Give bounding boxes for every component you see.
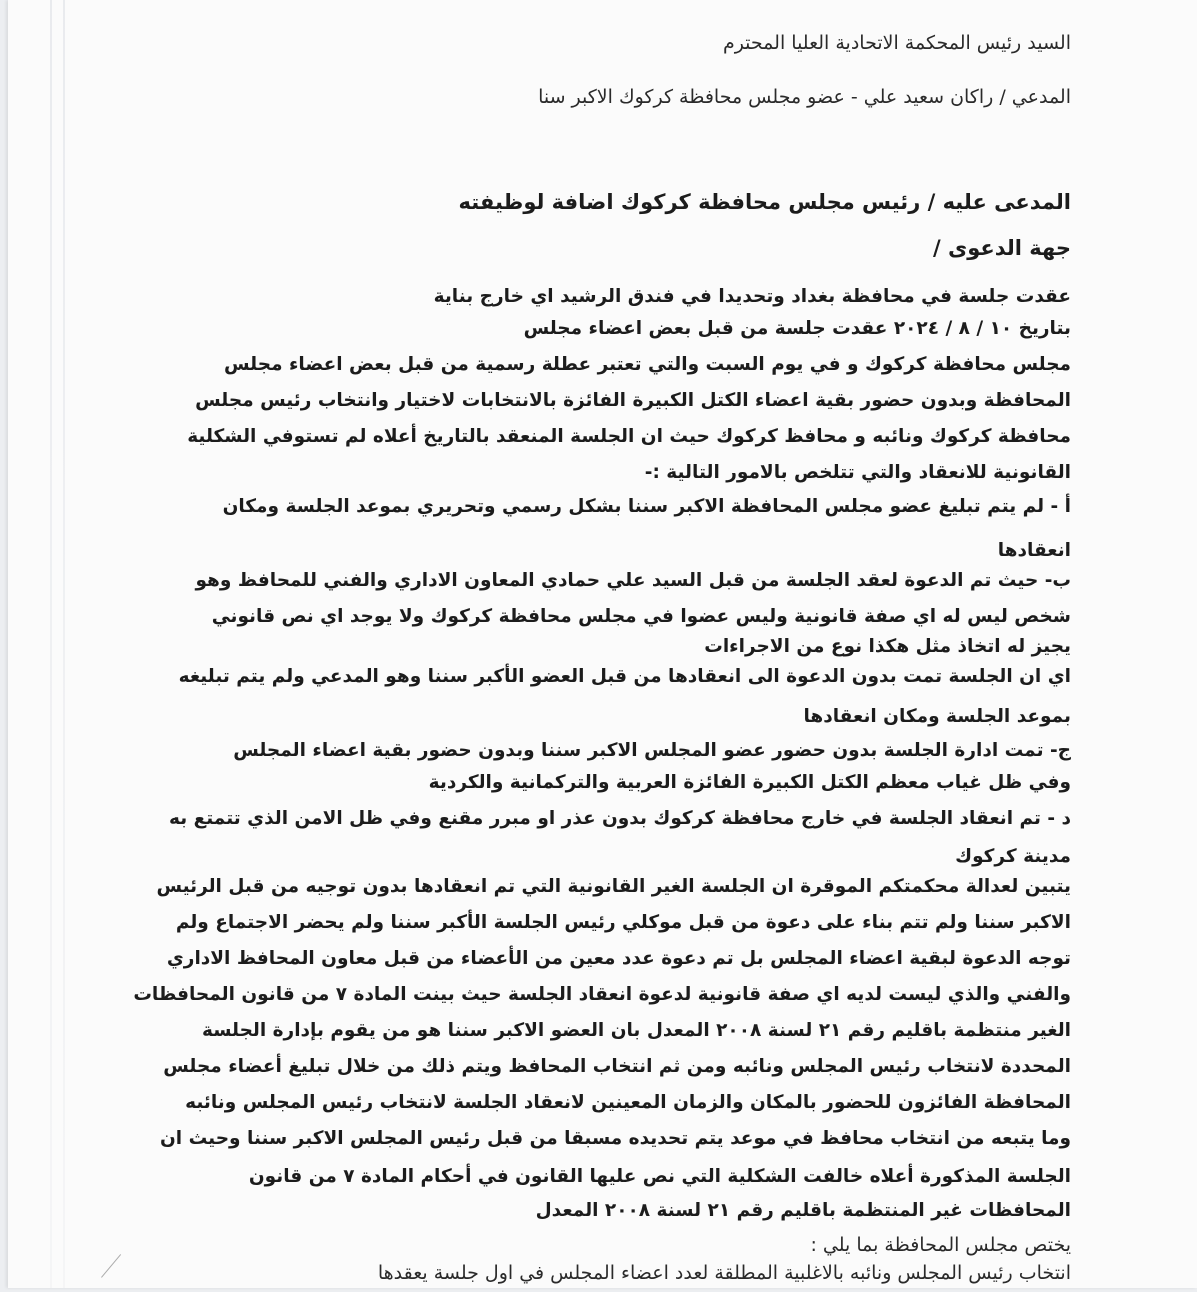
document-page: [8, 0, 1197, 1288]
paper-fold-line: [50, 0, 52, 1288]
body-line: مدينة كركوك: [955, 846, 1071, 867]
list-item-c: ج- تمت ادارة الجلسة بدون حضور عضو المجلس الاكبر سننا وبدون حضور بقية اعضاء المجلس: [233, 740, 1071, 761]
body-line: الجلسة المذكورة أعلاه خالفت الشكلية التي نص عليها القانون في أحكام المادة ٧ من قانون: [248, 1166, 1071, 1187]
body-line: وما يتبعه من انتخاب محافظ في موعد يتم تحديده مسبقا من قبل رئيس المجلس الاكبر سننا وحيث ان: [160, 1128, 1071, 1149]
body-line: المحافظة الفائزون للحضور بالمكان والزمان المعينين لانعقاد الجلسة لانتخاب رئيس المجلس ونائبه: [185, 1092, 1071, 1113]
body-line: مجلس محافظة كركوك و في يوم السبت والتي تعتبر عطلة رسمية من قبل بعض اعضاء مجلس: [224, 354, 1071, 375]
body-line: بموعد الجلسة ومكان انعقادها: [803, 706, 1071, 727]
body-line: عقدت جلسة في محافظة بغداد وتحديدا في فندق الرشيد اي خارج بناية: [433, 286, 1071, 307]
list-item-a: أ - لم يتم تبليغ عضو مجلس المحافظة الاكبر سننا بشكل رسمي وتحريري بموعد الجلسة ومكان: [222, 496, 1071, 517]
body-line: القانونية للانعقاد والتي تتلخص بالامور التالية :-: [644, 462, 1071, 483]
body-line: انتخاب رئيس المجلس ونائبه بالاغلبية المطلقة لعدد اعضاء المجلس في اول جلسة يعقدها: [377, 1262, 1071, 1284]
body-line: الغير منتظمة باقليم رقم ٢١ لسنة ٢٠٠٨ المعدل بان العضو الاكبر سننا هو من يقوم بإدارة الجلسة: [201, 1020, 1071, 1041]
section-heading: يختص مجلس المحافظة بما يلي :: [810, 1234, 1071, 1256]
body-line: توجه الدعوة لبقية اعضاء المجلس بل تم دعوة عدد معين من الأعضاء من قبل معاون المحافظ الاداري: [166, 948, 1071, 969]
body-line: اي ان الجلسة تمت بدون الدعوة الى انعقادها من قبل العضو الأكبر سننا وهو المدعي ولم يتم تبليغه: [178, 666, 1071, 687]
plaintiff-line: المدعي / راكان سعيد علي - عضو مجلس محافظة كركوك الاكبر سنا: [538, 86, 1071, 108]
body-line: وفي ظل غياب معظم الكتل الكبيرة الفائزة العربية والتركمانية والكردية: [428, 772, 1071, 793]
body-line: المحددة لانتخاب رئيس المجلس ونائبه ومن ثم انتخاب المحافظ ويتم ذلك من خلال تبليغ أعضاء مجلس: [163, 1056, 1071, 1077]
defendant-line: المدعى عليه / رئيس مجلس محافظة كركوك اضافة لوظيفته: [458, 190, 1071, 214]
body-line: يتبين لعدالة محكمتكم الموقرة ان الجلسة الغير القانونية التي تم انعقادها بدون توجيه من قبل الرئيس: [156, 876, 1071, 897]
body-line: انعقادها: [997, 540, 1071, 561]
list-item-d: د - تم انعقاد الجلسة في خارج محافظة كركوك بدون عذر او مبرر مقنع وفي ظل الامن الذي تتمتع به: [169, 808, 1071, 829]
body-line: المحافظة وبدون حضور بقية اعضاء الكتل الكبيرة الفائزة بالانتخابات لاختيار وانتخاب رئيس مجلس: [195, 390, 1071, 411]
body-line: شخص ليس له اي صفة قانونية وليس عضوا في مجلس محافظة كركوك ولا يوجد اي نص قانوني: [211, 606, 1071, 627]
claim-label: جهة الدعوى /: [933, 236, 1071, 260]
body-line: الاكبر سننا ولم تتم بناء على دعوة من قبل موكلي رئيس الجلسة الأكبر سننا ولم يحضر الاجتماع ولم: [175, 912, 1071, 933]
body-line: والفني والذي ليست لديه اي صفة قانونية لدعوة انعقاد الجلسة حيث بينت المادة ٧ من قانون المحافظات: [133, 984, 1071, 1005]
pen-mark: [101, 1254, 138, 1292]
list-item-b: ب- حيث تم الدعوة لعقد الجلسة من قبل السيد علي حمادي المعاون الاداري والفني للمحافظ وهو: [195, 570, 1071, 591]
addressee-line: السيد رئيس المحكمة الاتحادية العليا المحترم: [722, 32, 1071, 54]
body-line: المحافظات غير المنتظمة باقليم رقم ٢١ لسنة ٢٠٠٨ المعدل: [535, 1200, 1071, 1221]
paper-fold-line: [63, 0, 65, 1288]
body-line: يجيز له اتخاذ مثل هكذا نوع من الاجراءات: [704, 636, 1071, 657]
body-line-date: بتاريخ ١٠ / ٨ / ٢٠٢٤ عقدت جلسة من قبل بعض اعضاء مجلس: [523, 318, 1071, 339]
body-line: محافظة كركوك ونائبه و محافظ كركوك حيث ان الجلسة المنعقد بالتاريخ أعلاه لم تستوفي الشكلية: [187, 426, 1071, 447]
